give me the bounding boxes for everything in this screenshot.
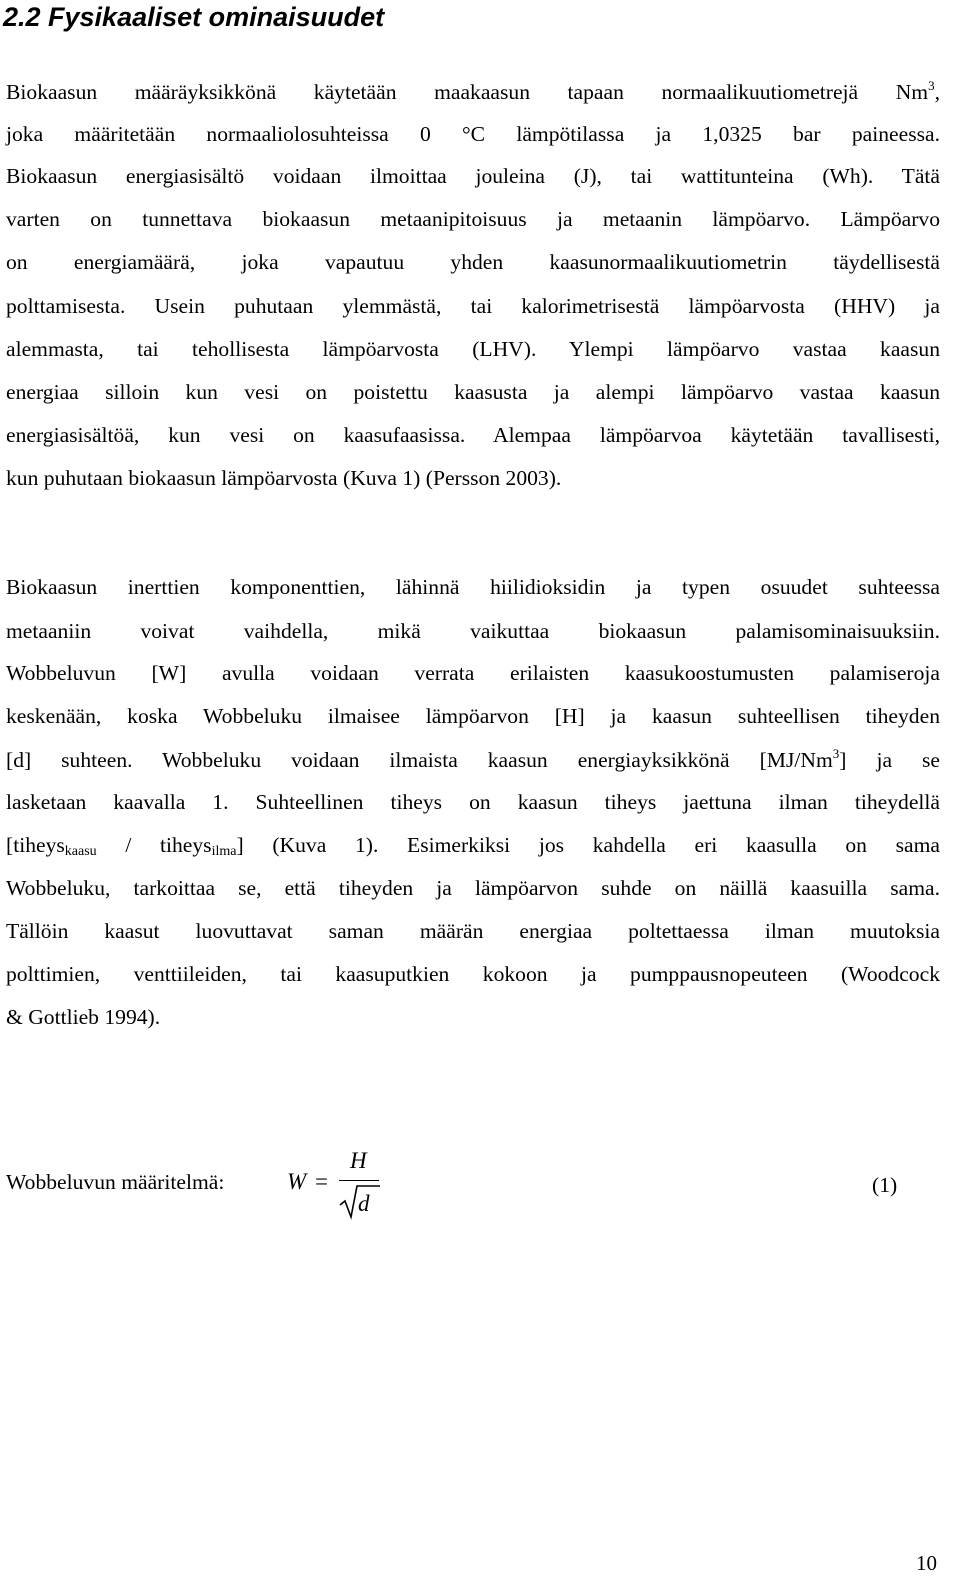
paragraph-line: energiaa silloin kun vesi on poistettu kaasusta ja alempi lämpöarvo vastaa kaasun (6, 380, 940, 404)
paragraph-line: polttimien, venttiileiden, tai kaasuputkien kokoon ja pumppausnopeuteen (Woodcock (6, 962, 940, 986)
paragraph-line: keskenään, koska Wobbeluku ilmaisee lämpöarvon [H] ja kaasun suhteellisen tiheyden (6, 704, 940, 728)
paragraph-line: varten on tunnettava biokaasun metaanipitoisuus ja metaanin lämpöarvo. Lämpöarvo (6, 207, 940, 231)
page-number: 10 (916, 1551, 937, 1575)
section-heading: 2.2 Fysikaaliset ominaisuudet (3, 2, 385, 32)
paragraph-line: Biokaasun inerttien komponenttien, lähinnä hiilidioksidin ja typen osuudet suhteessa (6, 575, 940, 599)
text-span: , (934, 80, 940, 104)
text-span: / tiheys (96, 833, 212, 857)
text-span: [d] suhteen. Wobbeluku voidaan ilmaista kaasun energiayksikkönä [MJ/Nm (6, 748, 833, 772)
superscript: 3 (832, 746, 840, 761)
paragraph-line: Tällöin kaasut luovuttavat saman määrän energiaa poltettaessa ilman muutoksia (6, 919, 940, 943)
subscript: ilma (211, 844, 237, 859)
paragraph-line: & Gottlieb 1994). (6, 1005, 161, 1029)
paragraph-line: kun puhutaan biokaasun lämpöarvosta (Kuva 1) (Persson 2003). (6, 466, 562, 490)
text-span: ] (Kuva 1). Esimerkiksi jos kahdella eri kaasulla on sama (236, 833, 940, 857)
paragraph-line: polttamisesta. Usein puhutaan ylemmästä, tai kalorimetrisestä lämpöarvosta (HHV) ja (6, 294, 940, 318)
paragraph-line: lasketaan kaavalla 1. Suhteellinen tiheys on kaasun tiheys jaettuna ilman tiheydellä (6, 790, 940, 814)
paragraph-line: energiasisältöä, kun vesi on kaasufaasissa. Alempaa lämpöarvoa käytetään tavallisesti, (6, 423, 940, 447)
subscript: kaasu (64, 844, 97, 859)
formula-number: (1) (872, 1173, 898, 1197)
formula-label: Wobbeluvun määritelmä: (6, 1170, 225, 1194)
paragraph-line: alemmasta, tai tehollisesta lämpöarvosta (LHV). Ylempi lämpöarvo vastaa kaasun (6, 337, 940, 361)
paragraph-line: Wobbeluku, tarkoittaa se, että tiheyden ja lämpöarvon suhde on näillä kaasuilla sama. (6, 876, 940, 900)
formula-lhs: W (287, 1169, 307, 1194)
paragraph-line (6, 78, 940, 106)
superscript: 3 (928, 78, 935, 93)
paragraph-line: Wobbeluvun [W] avulla voidaan verrata erilaisten kaasukoostumusten palamiseroja (6, 661, 940, 685)
paragraph-line: joka määritetään normaaliolosuhteissa 0 °C lämpötilassa ja 1,0325 bar paineessa. (6, 122, 940, 146)
paragraph-line (6, 746, 940, 774)
paragraph-line: metaaniin voivat vaihdella, mikä vaikuttaa biokaasun palamisominaisuuksiin. (6, 619, 940, 643)
formula-equals: = (315, 1169, 328, 1194)
text-span: Biokaasun määräyksikkönä käytetään maakaasun tapaan normaalikuutiometrejä Nm (6, 80, 929, 104)
fraction-bar (339, 1180, 379, 1181)
text-span: ] ja se (839, 748, 940, 772)
paragraph-line (6, 831, 940, 859)
text-span: [tiheys (6, 833, 65, 857)
paragraph-line: Biokaasun energiasisältö voidaan ilmoittaa jouleina (J), tai wattitunteina (Wh). Tätä (6, 164, 940, 188)
wobbe-formula (287, 1150, 387, 1226)
formula-denominator: d (358, 1191, 370, 1216)
paragraph-line: on energiamäärä, joka vapautuu yhden kaasunormaalikuutiometrin täydellisestä (6, 250, 940, 274)
formula-numerator: H (350, 1148, 367, 1173)
